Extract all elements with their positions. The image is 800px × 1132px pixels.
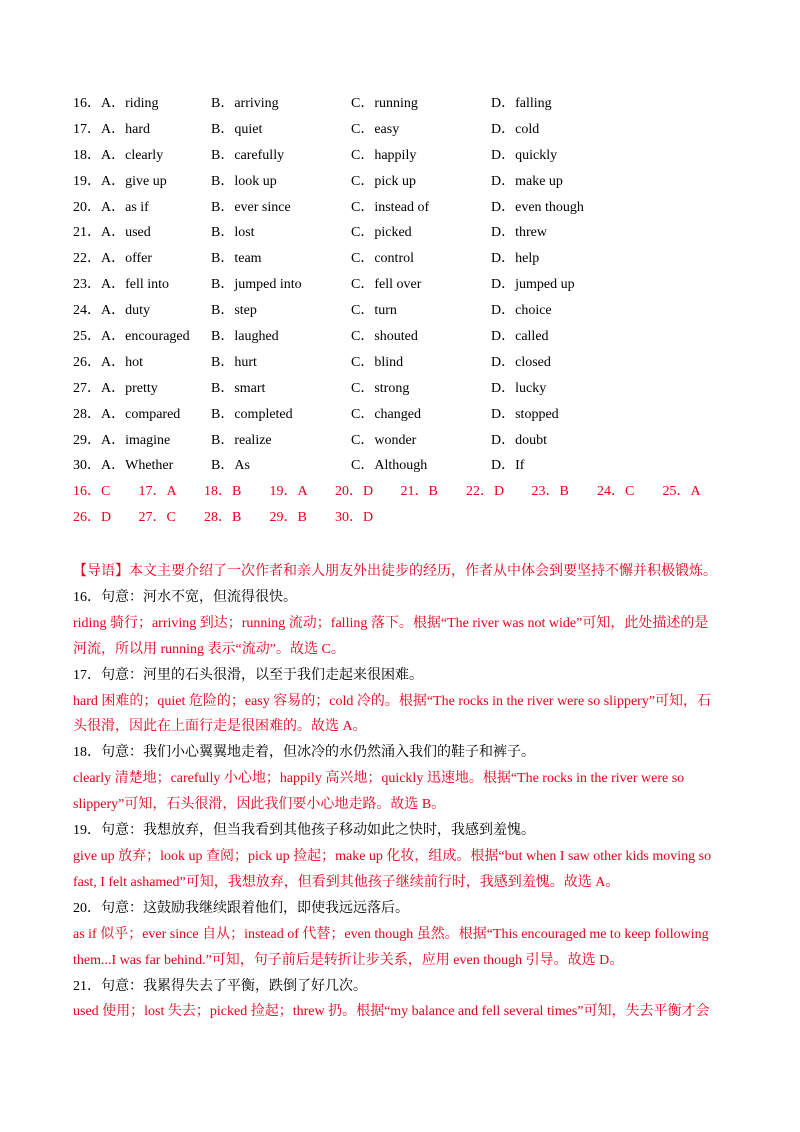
sentence-meaning: 16．句意：河水不宽，但流得很快。 xyxy=(73,589,297,605)
option-row xyxy=(73,172,753,198)
analysis-line: used 使用；lost 失去；picked 捡起；threw 扔。根据“my balance and fell several times”可知，失去平衡才会 xyxy=(73,1004,710,1020)
explanation-section xyxy=(73,559,727,1025)
sentence-meaning: 19．句意：我想放弃，但当我看到其他孩子移动如此之快时，我感到羞愧。 xyxy=(73,823,535,839)
answer-item: 17．A xyxy=(138,484,177,499)
option-b: B．arriving xyxy=(211,96,279,111)
option-d: D．help xyxy=(491,251,540,267)
option-d: D．If xyxy=(491,458,525,474)
option-a: 16．A．riding xyxy=(73,96,159,111)
analysis-line: fast, I felt ashamed”可知，我想放弃，但看到其他孩子继续前行时，我感到羞愧。故选 A。 xyxy=(73,874,620,890)
option-b: B．quiet xyxy=(211,121,263,137)
option-b: B．realize xyxy=(211,432,272,448)
option-row xyxy=(73,275,753,301)
answer-item: 25．A xyxy=(662,484,701,499)
option-b: B．hurt xyxy=(211,354,257,370)
option-row xyxy=(73,94,753,120)
answer-item: 21．B xyxy=(400,484,438,499)
option-d: D．jumped up xyxy=(491,277,575,293)
option-row xyxy=(73,146,753,172)
option-row xyxy=(73,301,753,327)
option-d: D．quickly xyxy=(491,147,558,163)
analysis-line: hard 困难的；quiet 危险的；easy 容易的；cold 冷的。根据“The rocks in the river were so slippery”可知，石 xyxy=(73,693,712,709)
option-c: C．instead of xyxy=(351,199,430,215)
option-b: B．laughed xyxy=(211,329,279,345)
answer-item: 28．B xyxy=(204,509,242,525)
analysis-line: riding 骑行；arriving 到达；running 流动；falling 落下。根据“The river was not wide”可知，此处描述的是 xyxy=(73,615,709,631)
option-b: B．lost xyxy=(211,225,255,241)
option-c: C．turn xyxy=(351,303,397,319)
options-list xyxy=(73,94,753,482)
sentence-meaning: 17．句意：河里的石头很滑，以至于我们走起来很困难。 xyxy=(73,667,423,683)
answer-item: 18．B xyxy=(204,484,242,499)
option-d: D．falling xyxy=(491,96,552,111)
option-row xyxy=(73,431,753,457)
option-c: C．picked xyxy=(351,225,412,241)
answer-item: 16．C xyxy=(73,484,111,499)
option-b: B．team xyxy=(211,251,262,267)
option-row xyxy=(73,353,753,379)
option-c: C．changed xyxy=(351,406,421,422)
option-b: B．jumped into xyxy=(211,277,302,293)
option-c: C．Although xyxy=(351,458,428,474)
option-b: B．carefully xyxy=(211,147,285,163)
option-row xyxy=(73,249,753,275)
option-c: C．easy xyxy=(351,121,400,137)
option-a: 25．A．encouraged xyxy=(73,329,190,345)
answer-row xyxy=(73,508,753,534)
option-c: C．pick up xyxy=(351,173,416,189)
option-c: C．blind xyxy=(351,354,404,370)
option-row xyxy=(73,379,753,405)
option-d: D．stopped xyxy=(491,406,559,422)
answer-item: 22．D xyxy=(466,484,505,499)
option-d: D．cold xyxy=(491,121,540,137)
answer-item: 19．A xyxy=(269,484,308,499)
answer-item: 20．D xyxy=(335,484,374,499)
option-a: 17．A．hard xyxy=(73,121,150,137)
option-b: B．completed xyxy=(211,406,293,422)
option-a: 28．A．compared xyxy=(73,406,181,422)
option-b: B．As xyxy=(211,458,250,474)
option-a: 23．A．fell into xyxy=(73,277,170,293)
option-b: B．step xyxy=(211,303,257,319)
option-d: D．doubt xyxy=(491,432,547,448)
sentence-meaning: 21．句意：我累得失去了平衡，跌倒了好几次。 xyxy=(73,978,367,994)
option-a: 21．A．used xyxy=(73,225,151,241)
option-row xyxy=(73,223,753,249)
answer-item: 23．B xyxy=(531,484,569,499)
option-c: C．running xyxy=(351,96,418,111)
option-d: D．closed xyxy=(491,354,551,370)
analysis-line: give up 放弃；look up 查阅；pick up 捡起；make up 化妆，组成。根据“but when I saw other kids moving so xyxy=(73,848,712,864)
guide-paragraph: 【导语】本文主要介绍了一次作者和亲人朋友外出徒步的经历，作者从中体会到要坚持不懈并积极锻炼。 xyxy=(73,564,717,579)
option-a: 26．A．hot xyxy=(73,354,143,370)
analysis-line: them...I was far behind.”可知，句子前后是转折让步关系，应用 even though 引导。故选 D。 xyxy=(73,952,624,968)
option-c: C．control xyxy=(351,251,414,267)
option-d: D．called xyxy=(491,329,549,345)
option-a: 27．A．pretty xyxy=(73,380,158,396)
option-a: 22．A．offer xyxy=(73,251,153,267)
option-d: D．choice xyxy=(491,303,552,319)
analysis-line: clearly 清楚地；carefully 小心地；happily 高兴地；quickly 迅速地。根据“The rocks in the river were so xyxy=(73,771,685,787)
option-a: 29．A．imagine xyxy=(73,432,171,448)
answer-item: 26．D xyxy=(73,509,112,525)
sentence-meaning: 20．句意：这鼓励我继续跟着他们，即使我远远落后。 xyxy=(73,900,409,916)
option-c: C．fell over xyxy=(351,277,422,293)
option-d: D．even though xyxy=(491,199,584,215)
option-d: D．threw xyxy=(491,225,547,241)
option-d: D．lucky xyxy=(491,380,547,396)
answer-item: 27．C xyxy=(138,509,176,525)
option-c: C．wonder xyxy=(351,432,417,448)
option-a: 18．A．clearly xyxy=(73,147,164,163)
answer-item: 29．B xyxy=(269,509,307,525)
option-b: B．ever since xyxy=(211,199,291,215)
option-c: C．shouted xyxy=(351,329,418,345)
option-a: 30．A．Whether xyxy=(73,458,174,474)
option-b: B．look up xyxy=(211,173,277,189)
option-a: 19．A．give up xyxy=(73,173,167,189)
analysis-line: slippery”可知，石头很滑，因此我们要小心地走路。故选 B。 xyxy=(73,797,446,813)
option-c: C．strong xyxy=(351,380,410,396)
option-row xyxy=(73,120,753,146)
analysis-line: 河流，所以用 running 表示“流动”。故选 C。 xyxy=(73,641,345,657)
answer-key xyxy=(73,482,753,534)
option-row xyxy=(73,327,753,353)
sentence-meaning: 18．句意：我们小心翼翼地走着，但冰冷的水仍然涌入我们的鞋子和裤子。 xyxy=(73,745,535,761)
analysis-line: 头很滑，因此在上面行走是很困难的。故选 A。 xyxy=(73,719,367,735)
analysis-line: as if 似乎；ever since 自从；instead of 代替；even though 虽然。根据“This encouraged me to keep following xyxy=(73,926,709,942)
answer-item: 30．D xyxy=(335,509,374,525)
option-d: D．make up xyxy=(491,173,563,189)
option-b: B．smart xyxy=(211,380,266,396)
answer-row xyxy=(73,482,753,508)
option-row xyxy=(73,198,753,224)
option-a: 20．A．as if xyxy=(73,199,149,215)
option-a: 24．A．duty xyxy=(73,303,150,319)
option-row xyxy=(73,456,753,482)
option-c: C．happily xyxy=(351,147,417,163)
answer-item: 24．C xyxy=(597,484,635,499)
option-row xyxy=(73,405,753,431)
